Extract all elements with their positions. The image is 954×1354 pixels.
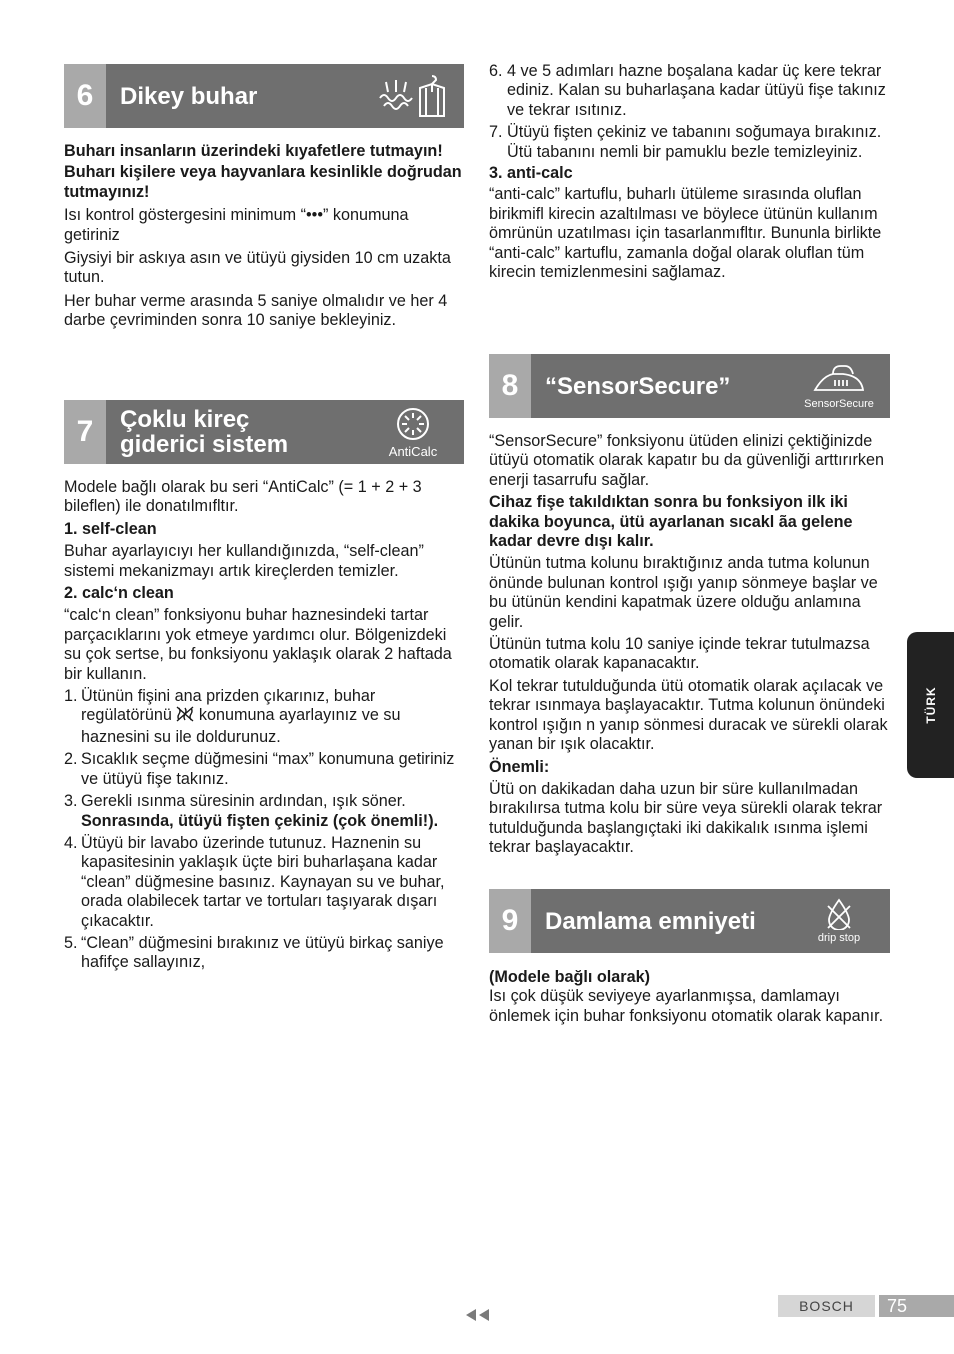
section-title: Damlama emniyeti [545,907,756,935]
subheading: 2. calc‘n clean [64,584,174,603]
warning-1: Buharı insanların üzerindeki kıyafetlere tutmayın! [64,142,443,160]
step-number: 6. [489,62,503,80]
section-7-header [64,400,464,464]
paragraph: Ütünün tutma kolunu bıraktığınız anda tutma kolunun önünde bulunan kontrol ışığı yanıp sönmeye başlar ve bu ütünün kendini kapatmak üzere olduğu anlamına gelir. [489,554,878,631]
section-title [120,400,288,464]
section-8-header [489,354,890,418]
list-item [64,687,464,747]
paragraph: “calc‘n clean” fonksiyonu buhar haznesindeki tartar parçacıklarını yok etmeye yardımcı olur. Bölgenizdeki su çok sertse, bu fonksiyonu yaklaşık olarak 2 haftada bir kullanın. [64,606,452,683]
paragraph: Isı çok düşük seviyeye ayarlanmışsa, damlamayı önlemek için buhar fonksiyonu otomatik olarak kapanır. [489,987,884,1025]
section-title: “SensorSecure” [545,372,731,400]
list-item [489,123,890,162]
bold-notice: Cihaz fişe takıldıktan sonra bu fonksiyon ilk iki dakika boyunca, ütü ayarlanan sıcakl ãa gelene kadar devre dışı kalır. [489,493,853,551]
step-text: Ütünün fişini ana prizden çıkarınız, buhar regülatörünü [81,687,376,725]
list-item [64,792,464,831]
paragraph: “SensorSecure” fonksiyonu ütüden elinizi çektiğinizde ütüyü otomatik olarak kapatır bu da güvenliği arttırırken enerji tasarrufu sağlar. [489,432,885,489]
step-list [64,687,464,973]
section-number: 8 [489,354,531,418]
paragraph: Ütü on dakikadan daha uzun bir süre kullanılmadan bırakılırsa tutma kolu bir süre veya sürekli olarak tekrar tutulduğunda başlangıçtaki iki dakikalık ısınma işlemi tekrar başlayacaktır. [489,779,883,857]
step-text: Ütüyü fişten çekiniz ve tabanını soğumaya bırakınız. Ütü tabanını nemli bir pamuklu bezle temizleyiniz. [507,123,882,161]
page-number: 75 [879,1295,954,1317]
icon-caption: SensorSecure [804,398,874,410]
no-steam-icon [176,706,194,727]
right-column [489,62,890,282]
left-column-lower [64,478,464,973]
paragraph: Kol tekrar tutulduğunda ütü otomatik olarak açılacak ve tekrar ısınmaya başlayacaktır. Tutma kolunun önündeki kontrol ışığın n yanıp sönmesi duracak ve sürekli olarak yanan bir ışık olacaktır. [489,676,888,754]
step-text: Gerekli ısınma süresinin ardından, ışık söner. [81,792,406,811]
subheading: 3. anti-calc [489,164,573,183]
step-text: 4 ve 5 adımları hazne boşalana kadar üç kere tekrar ediniz. Kalan su buharlaşana kadar ütüyü fişe takınız ve tekrar ısıtınız. [507,62,886,119]
step-number: 4. [64,833,78,852]
section-number: 7 [64,400,106,464]
section-title-line-2: giderici sistem [120,431,289,458]
section-title: Dikey buhar [120,82,258,110]
drip-stop-icon [794,893,884,949]
section-9-header [489,889,890,953]
right-column-middle [489,432,890,858]
step-number: 7. [489,123,503,142]
list-item [489,62,890,120]
step-text: “Clean” düğmesini bırakınız ve ütüyü birkaç saniye hafifçe sallayınız, [81,933,444,972]
subheading: 1. self-clean [64,519,157,538]
section-title-line-1: Çoklu kireç [120,406,250,433]
step-number: 5. [64,933,78,952]
warning-2: Buharı kişilere veya hayvanlara kesinlikle doğrudan tutmayınız! [64,163,462,201]
icon-caption: AntiCalc [388,443,438,459]
subheading: (Modele bağlı olarak) [489,968,651,986]
paragraph: Giysiyi bir askıya asın ve ütüyü giysiden 10 cm uzakta tutun. [64,249,451,287]
step-number: 2. [64,750,78,769]
paragraph: Her buhar verme arasında 5 saniye olmalıdır ve her 4 darbe çevriminden sonra 10 saniye bekleyiniz. [64,291,448,330]
paragraph: “anti-calc” kartuflu, buharlı ütüleme sırasında oluflan birikmifl kirecin azaltılması ve böylece ütünün kullanım ömrünün uzatılması için tasarlanmıfltır. Bununla birlikte “anti-calc” kartuflu, zamanla doğal olarak oluflan tüm kirecin temizlenmesini sağlamaz. [489,185,882,282]
paragraph: Isı kontrol göstergesini minimum “•••” konumuna getiriniz [64,206,409,244]
left-column [64,142,464,331]
section-number: 6 [64,64,106,128]
step-text: Sıcaklık seçme düğmesini “max” konumuna getiriniz ve ütüyü fişe takınız. [81,750,455,788]
section-number: 9 [489,889,531,953]
step-warning: Sonrasında, ütüyü fişten çekiniz (çok önemli!). [81,811,439,830]
section-6-header [64,64,464,128]
list-item [64,834,464,931]
step-list [489,62,890,162]
paragraph: Buhar ayarlayıcıyı her kullandığınızda, “self-clean” sistemi mekanizmayı artık kireçlerden temizler. [64,542,424,580]
subheading: Önemli: [489,757,550,776]
anticalc-icon [368,404,458,460]
language-tab-label: TÜRK [923,686,938,724]
list-item [64,750,464,789]
step-number: 3. [64,792,78,811]
step-text: konumuna ayarlayınız ve su haznesini su ile doldurunuz. [81,706,401,746]
icon-caption: drip stop [817,932,861,944]
back-arrows-icon[interactable] [464,1307,492,1328]
sensorsecure-icon [794,358,884,414]
step-text: Ütüyü bir lavabo üzerinde tutunuz. Haznenin su kapasitesinin yaklaşık üçte biri buharlaşana kadar “clean” düğmesine basınız. Kaynayan su ve buhar, orada olabilecek tartar ve tortuları taşıyarak dışarı çıkacaktır. [81,833,445,930]
footer-brand: BOSCH [778,1295,875,1317]
list-item [64,934,464,973]
right-column-bottom [489,968,890,1026]
step-number: 1. [64,687,78,706]
language-tab [907,632,954,778]
vertical-steam-icon [368,68,458,124]
paragraph: Ütünün tutma kolu 10 saniye içinde tekrar tutulmazsa otomatik olarak kapanacaktır. [489,635,870,673]
paragraph: Modele bağlı olarak bu seri “AntiCalc” (= 1 + 2 + 3 bileflen) ile donatılmıfltır. [64,478,422,516]
